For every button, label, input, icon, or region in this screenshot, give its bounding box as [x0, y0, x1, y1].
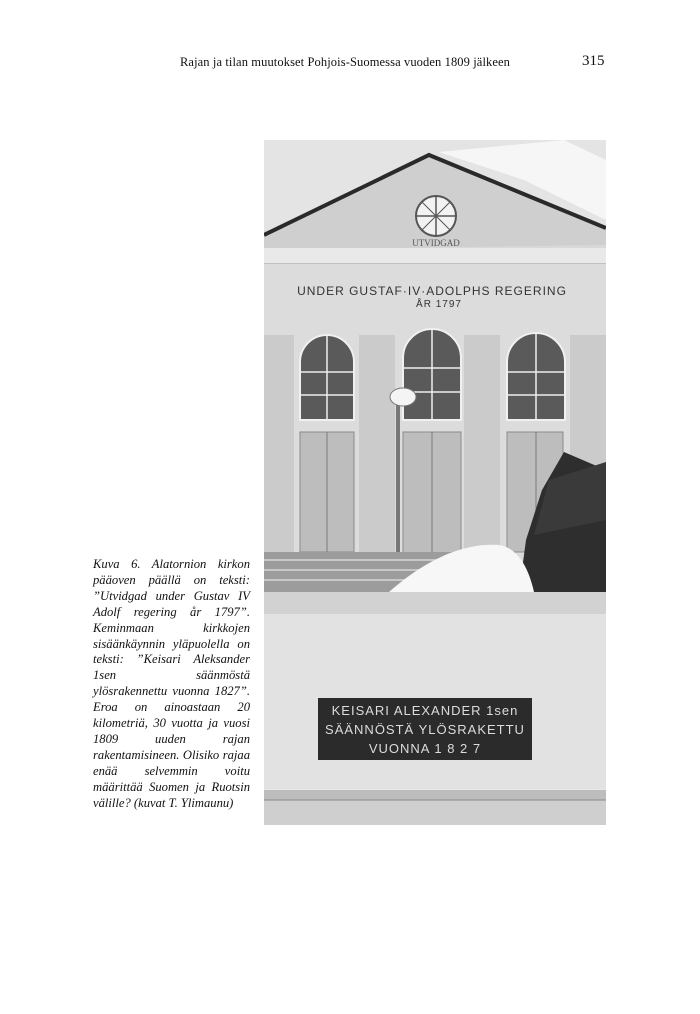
plaque-line1: KEISARI ALEXANDER 1sen	[331, 703, 519, 718]
pediment-text: UTVIDGAD	[412, 238, 460, 248]
plaque-photo	[264, 592, 606, 825]
inscription-line2: ÅR 1797	[416, 299, 462, 310]
figure-photo	[264, 140, 606, 825]
plaque-line3: VUONNA 1 8 2 7	[368, 741, 482, 756]
inscription-line1: UNDER GUSTAF·IV·ADOLPHS REGERING	[297, 284, 567, 298]
plaque-line2: SÄÄNNÖSTÄ YLÖSRAKETTU	[325, 722, 525, 737]
running-title: Rajan ja tilan muutokset Pohjois-Suomessa vuoden 1809 jälkeen	[180, 55, 511, 69]
page-number: 315	[582, 53, 605, 69]
church-facade-photo	[264, 140, 606, 592]
caption-text: Kuva 6. Alatornion kirkon pääoven päällä on teksti: ”Utvidgad under Gustav IV Adolf regering år 1797”. Keminmaan kirkkojen sisäänkäynnin yläpuolella on teksti: ”Keisari Aleksander 1sen säänmöstä ylösrakennettu vuonna 1827”. Eroa on ainoastaan 20 kilometriä, 30 vuotta ja vuosi 1809 uuden rajan rakentamisineen. Olisiko rajaa enää selvemmin voitu määrittää Suomen ja Ruotsin välille? (kuvat T. Ylimaunu)	[93, 557, 250, 810]
figure-caption	[93, 557, 250, 812]
